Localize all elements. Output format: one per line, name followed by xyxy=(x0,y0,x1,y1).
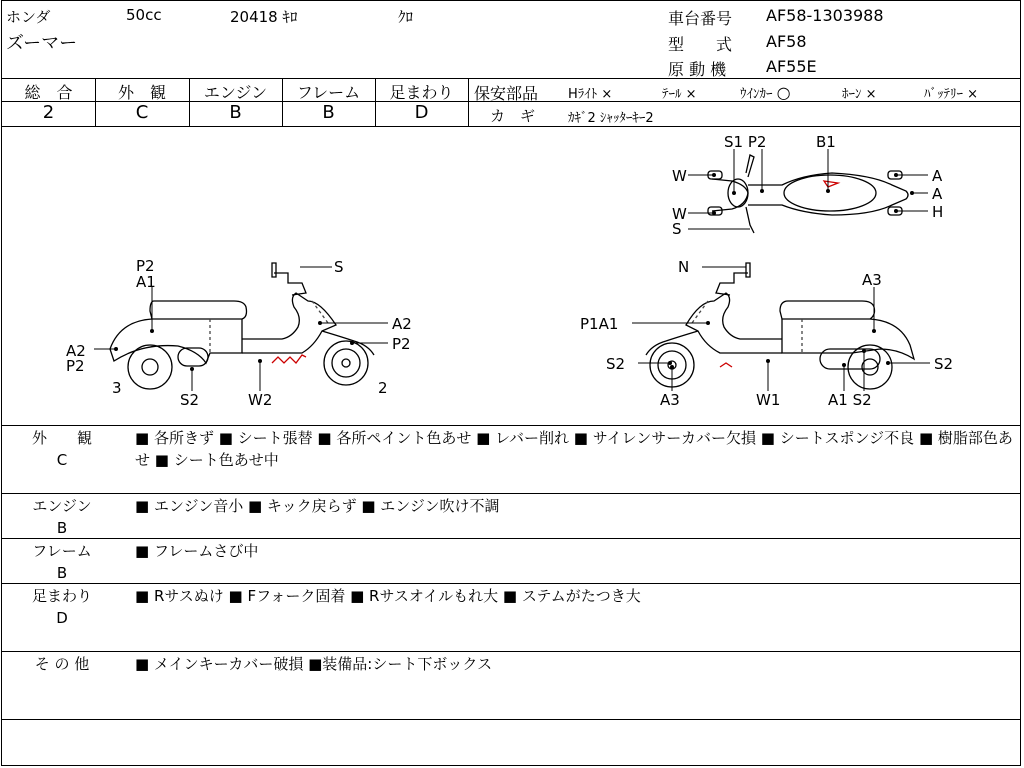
label-top-s1p2: S1 P2 xyxy=(724,133,767,151)
divider xyxy=(2,425,1020,426)
safety-item-headlight: Hﾗｲﾄ × xyxy=(568,87,613,102)
mileage: 20418 ｷﾛ xyxy=(230,8,298,26)
remark-exterior-text: ■ 各所きず ■ シート張替 ■ 各所ペイント色あせ ■ レバー削れ ■ サイレンサーカバー欠損 ■ シートスポンジ不良 ■ 樹脂部色あせ ■ シート色あせ中 xyxy=(135,429,1013,469)
damage-mark xyxy=(824,181,838,187)
remark-frame-label: フレーム B xyxy=(32,542,92,582)
label-left-3: 3 xyxy=(112,379,122,397)
remark-suspension-label: 足まわり D xyxy=(31,587,92,627)
scooter-top-view xyxy=(708,155,908,233)
divider xyxy=(2,651,1020,652)
grade-engine-value: B xyxy=(229,102,242,123)
safety-label: 保安部品 xyxy=(474,84,539,103)
divider xyxy=(2,719,1020,720)
divider xyxy=(2,583,1020,584)
label-left-a2: A2 xyxy=(392,315,412,333)
grade-frame-label: フレーム xyxy=(296,83,361,102)
label-top-h: H xyxy=(932,203,944,221)
label-left-2: 2 xyxy=(378,379,388,397)
model-name: ズーマー xyxy=(6,33,78,54)
grade-exterior-label: 外 観 xyxy=(117,83,166,102)
displacement: 50cc xyxy=(126,6,162,24)
safety-item-horn: ﾎｰﾝ × xyxy=(842,87,877,102)
label-top-a: A xyxy=(932,167,943,185)
maker: ホンダ xyxy=(6,8,51,26)
label-right-w1: W1 xyxy=(756,391,781,409)
inspection-sheet xyxy=(1,0,1021,766)
divider xyxy=(2,538,1020,539)
label-left-p2: P2 xyxy=(136,257,155,275)
label-right-s2: S2 xyxy=(606,355,626,373)
label-left-s2: S2 xyxy=(180,391,200,409)
grade-overall-value: 2 xyxy=(42,102,55,123)
label-right-a3b: A3 xyxy=(660,391,680,409)
engine-label: 原 動 機 xyxy=(668,60,727,79)
label-top-s: S xyxy=(672,220,682,238)
grade-exterior-value: C xyxy=(135,102,149,123)
divider xyxy=(2,493,1020,494)
label-top-a2: A xyxy=(932,185,943,203)
label-left-w2: W2 xyxy=(248,391,273,409)
label-left-s: S xyxy=(334,258,344,276)
remark-other-label: そ の 他 xyxy=(34,655,90,673)
label-right-s2b: S2 xyxy=(934,355,954,373)
label-right-a1s2: A1 S2 xyxy=(828,391,872,409)
type-label: 型 式 xyxy=(668,35,733,54)
label-left-p2: P2 xyxy=(392,335,411,353)
grade-suspension-label: 足まわり xyxy=(389,83,454,102)
key-label: カ ギ xyxy=(490,107,536,125)
grade-engine-label: エンジン xyxy=(203,83,268,102)
type-value: AF58 xyxy=(766,32,807,51)
remark-engine-text: ■ エンジン音小 ■ キック戻らず ■ エンジン吹け不調 xyxy=(135,497,500,515)
remark-engine-label: エンジン B xyxy=(32,497,92,537)
label-left-p2b: P2 xyxy=(66,357,85,375)
grade-overall-label: 総 合 xyxy=(24,83,73,102)
remark-exterior-label: 外 観 C xyxy=(31,429,92,469)
remark-suspension-text: ■ Rサスぬけ ■ Fフォーク固着 ■ Rサスオイルもれ大 ■ ステムがたつき大 xyxy=(135,587,641,605)
key-value: ｶｷﾞ2 ｼｬｯﾀｰｷｰ2 xyxy=(568,111,654,126)
label-right-p1a1: P1A1 xyxy=(580,315,619,333)
label-right-a3: A3 xyxy=(862,271,882,289)
safety-item-winker: ｳｲﾝｶｰ ○ xyxy=(740,83,791,102)
engine-value: AF55E xyxy=(766,57,817,76)
grade-frame-value: B xyxy=(322,102,335,123)
remark-frame-text: ■ フレームさび中 xyxy=(135,542,259,560)
color: ｸﾛ xyxy=(398,8,414,26)
label-left-a2b: A2 xyxy=(66,342,86,360)
label-top-w: W xyxy=(672,167,687,185)
frame-no: AF58-1303988 xyxy=(766,6,884,25)
frame-no-label: 車台番号 xyxy=(668,9,733,28)
safety-item-battery: ﾊﾞｯﾃﾘｰ × xyxy=(924,87,979,102)
label-top-w2: W xyxy=(672,205,687,223)
grade-suspension-value: D xyxy=(414,102,429,123)
damage-mark xyxy=(720,363,732,367)
label-top-b1: B1 xyxy=(816,133,836,151)
label-right-n: N xyxy=(678,258,690,276)
safety-item-tail: ﾃｰﾙ × xyxy=(662,87,697,102)
label-left-a1: A1 xyxy=(136,273,156,291)
damage-mark xyxy=(272,355,306,363)
remark-other-text: ■ メインキーカバー破損 ■装備品:シート下ボックス xyxy=(135,655,493,673)
